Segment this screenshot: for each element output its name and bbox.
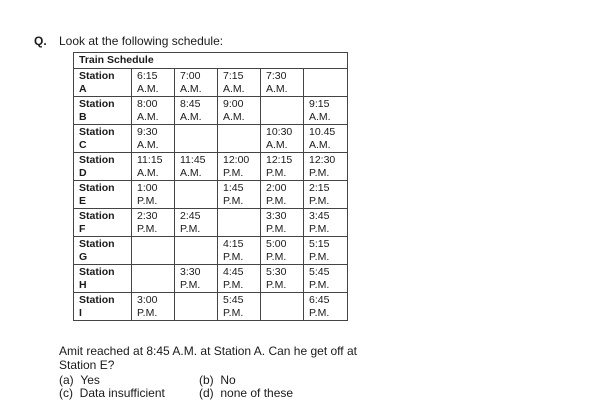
time-cell bbox=[304, 69, 348, 97]
time-cell bbox=[132, 265, 175, 293]
option-key: (a) bbox=[59, 373, 74, 387]
time-cell: 3:30 P.M. bbox=[261, 209, 304, 237]
train-schedule-table bbox=[73, 52, 348, 321]
time-cell: 8:45 A.M. bbox=[175, 97, 218, 125]
question-intro: Look at the following schedule: bbox=[59, 34, 224, 48]
option-text: No bbox=[220, 373, 236, 387]
time-cell: 5:15 P.M. bbox=[304, 237, 348, 265]
station-name: Station I bbox=[74, 293, 132, 321]
time-cell: 8:00 A.M. bbox=[132, 97, 175, 125]
table-row bbox=[74, 265, 348, 293]
option-a[interactable] bbox=[59, 373, 100, 387]
time-cell: 3:30 P.M. bbox=[175, 265, 218, 293]
time-cell bbox=[218, 209, 261, 237]
time-cell bbox=[132, 237, 175, 265]
time-cell bbox=[175, 293, 218, 321]
time-cell: 4:15 P.M. bbox=[218, 237, 261, 265]
station-name: Station E bbox=[74, 181, 132, 209]
time-cell: 5:30 P.M. bbox=[261, 265, 304, 293]
station-name: Station D bbox=[74, 153, 132, 181]
time-cell: 7:00 A.M. bbox=[175, 69, 218, 97]
time-cell: 2:15 P.M. bbox=[304, 181, 348, 209]
time-cell: 4:45 P.M. bbox=[218, 265, 261, 293]
option-key: (b) bbox=[199, 373, 214, 387]
time-cell: 2:00 P.M. bbox=[261, 181, 304, 209]
time-cell bbox=[261, 97, 304, 125]
time-cell: 12:15 P.M. bbox=[261, 153, 304, 181]
station-name: Station C bbox=[74, 125, 132, 153]
option-c[interactable] bbox=[59, 386, 165, 400]
time-cell bbox=[175, 237, 218, 265]
option-key: (c) bbox=[59, 386, 73, 400]
station-name: Station A bbox=[74, 69, 132, 97]
time-cell: 7:15 A.M. bbox=[218, 69, 261, 97]
time-cell bbox=[175, 125, 218, 153]
time-cell: 3:00 P.M. bbox=[132, 293, 175, 321]
time-cell: 6:15 A.M. bbox=[132, 69, 175, 97]
table-row bbox=[74, 237, 348, 265]
table-row bbox=[74, 293, 348, 321]
time-cell: 12:30 P.M. bbox=[304, 153, 348, 181]
station-name: Station G bbox=[74, 237, 132, 265]
time-cell: 12:00 P.M. bbox=[218, 153, 261, 181]
option-text: Data insufficient bbox=[79, 386, 165, 400]
time-cell bbox=[218, 125, 261, 153]
time-cell: 11:45 A.M. bbox=[175, 153, 218, 181]
time-cell: 2:45 P.M. bbox=[175, 209, 218, 237]
time-cell: 1:45 P.M. bbox=[218, 181, 261, 209]
time-cell: 3:45 P.M. bbox=[304, 209, 348, 237]
schedule-body bbox=[74, 69, 348, 321]
station-name: Station B bbox=[74, 97, 132, 125]
time-cell: 9:30 A.M. bbox=[132, 125, 175, 153]
option-d[interactable] bbox=[199, 386, 293, 400]
table-row bbox=[74, 69, 348, 97]
station-name: Station H bbox=[74, 265, 132, 293]
time-cell: 2:30 P.M. bbox=[132, 209, 175, 237]
option-text: Yes bbox=[80, 373, 100, 387]
time-cell: 10:30 A.M. bbox=[261, 125, 304, 153]
table-row bbox=[74, 125, 348, 153]
time-cell: 5:45 P.M. bbox=[304, 265, 348, 293]
time-cell bbox=[175, 181, 218, 209]
question-number: Q. bbox=[34, 34, 47, 48]
table-row bbox=[74, 153, 348, 181]
time-cell: 5:45 P.M. bbox=[218, 293, 261, 321]
option-b[interactable] bbox=[199, 373, 236, 387]
question-text: Amit reached at 8:45 A.M. at Station A. Can he get off at Station E? bbox=[59, 344, 357, 372]
option-text: none of these bbox=[220, 386, 294, 400]
time-cell: 9:00 A.M. bbox=[218, 97, 261, 125]
time-cell bbox=[261, 293, 304, 321]
table-row bbox=[74, 181, 348, 209]
time-cell: 7:30 A.M. bbox=[261, 69, 304, 97]
time-cell: 6:45 P.M. bbox=[304, 293, 348, 321]
station-name: Station F bbox=[74, 209, 132, 237]
option-key: (d) bbox=[199, 386, 214, 400]
table-row bbox=[74, 209, 348, 237]
time-cell: 10.45 A.M. bbox=[304, 125, 348, 153]
table-title: Train Schedule bbox=[74, 53, 348, 69]
time-cell: 9:15 A.M. bbox=[304, 97, 348, 125]
table-row bbox=[74, 97, 348, 125]
time-cell: 5:00 P.M. bbox=[261, 237, 304, 265]
time-cell: 1:00 P.M. bbox=[132, 181, 175, 209]
time-cell: 11:15 A.M. bbox=[132, 153, 175, 181]
